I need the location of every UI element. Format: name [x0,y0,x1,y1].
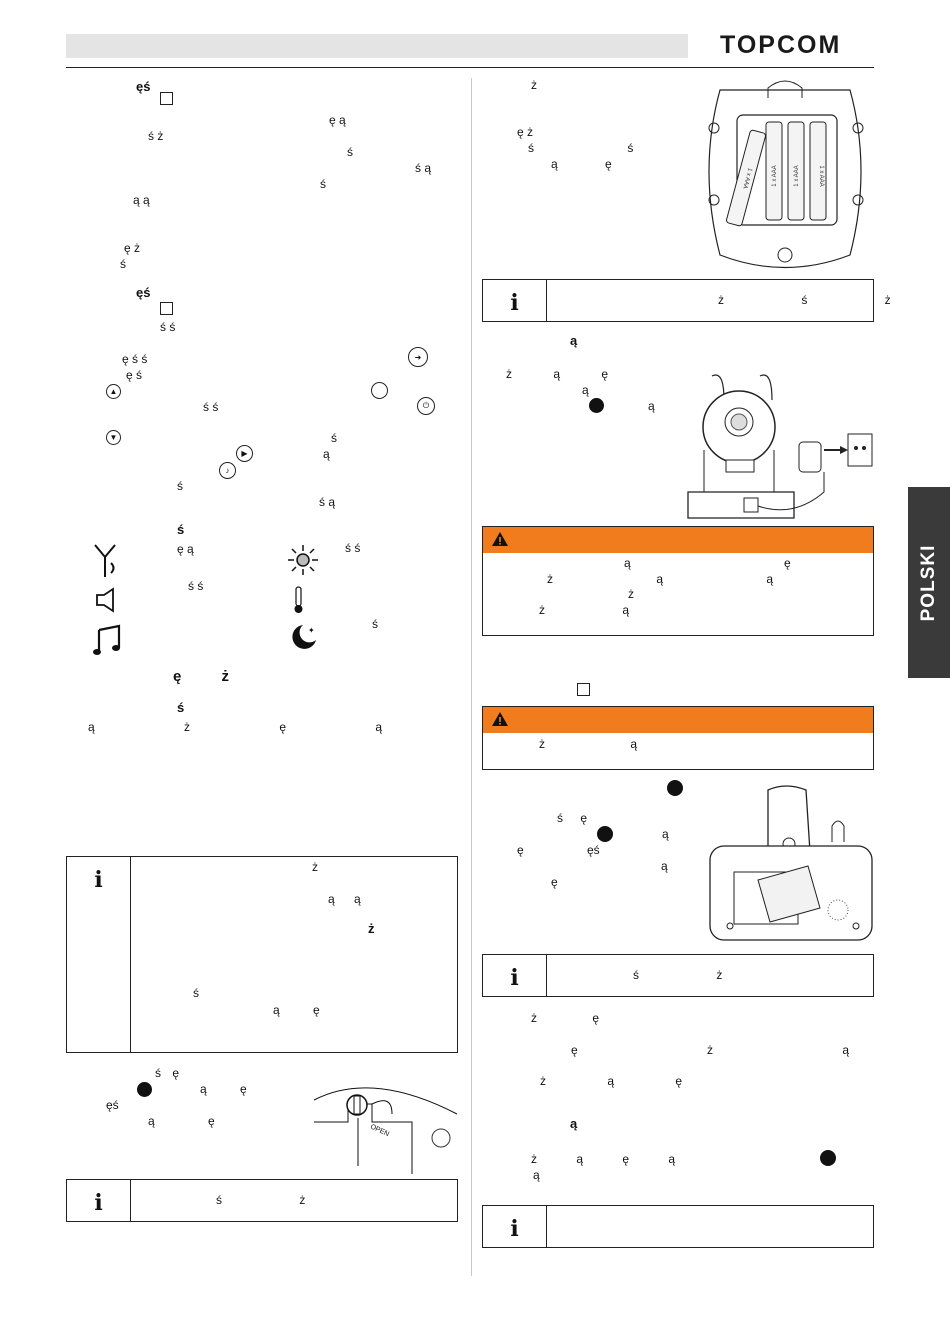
block2-line: ę ż [124,241,141,255]
block3-heading: ęś [136,285,151,300]
antenna-signal-icon [92,543,122,579]
thermometer-icon [292,586,306,614]
charging-line: ż ę [531,1011,600,1025]
block1-line: ś ą [415,161,432,175]
block3-line: ś [177,479,183,493]
enter-arrow-icon: ➜ [408,347,428,367]
sun-brightness-icon [288,544,318,576]
svg-text:1 x AAA: 1 x AAA [794,165,800,187]
blank-circle-icon [371,382,388,399]
parent-line: ś ę [557,811,588,825]
warning-band [483,707,873,733]
battery-open-line: ęś [106,1098,119,1112]
info-box-line: ż [368,921,375,936]
block1-line: ę ą [329,113,346,127]
charging-line: ż ą ę ą [531,1152,676,1166]
svg-text:1 x AAA: 1 x AAA [741,167,753,190]
block3-line: ś ą [319,495,336,509]
block1-line: ś [347,145,353,159]
warning-line: ż [628,587,634,601]
info-icon: i [67,1180,131,1221]
checkbox-square [160,92,173,105]
block3-line: ę ś ś [122,352,148,366]
battery-lock-illustration [312,1074,462,1178]
open-label: OPEN [369,1123,391,1139]
charging-heading: ą [570,1116,578,1131]
battery-open-line: ą ę [148,1114,215,1128]
language-tab-label: POLSKI [918,544,939,621]
icon-table-heading: ś [177,522,185,537]
adapter-heading: ą [570,333,578,348]
block2-line: ś [120,257,126,271]
block3-line: ę ś [126,368,143,382]
info-icon: i [483,280,547,321]
parent-unit-battery-illustration [706,786,874,944]
info-box-line: ą ą [328,892,361,906]
column-divider [471,78,472,1276]
language-tab [908,487,950,678]
warning-icon [491,531,509,547]
info-icon: i [483,1206,547,1247]
battery-open-line: ą ę [200,1082,247,1096]
block1-line: ś [320,177,326,191]
svg-text:1 x AAA: 1 x AAA [772,165,778,187]
info-box-line: ś [193,986,199,1000]
parent-line: ą [662,827,669,841]
step1-line: ą ę [551,157,612,171]
play-icon: ▶ [236,445,253,462]
step1-line: ę ż [517,125,534,139]
checkbox-square [577,683,590,696]
battery-open-line: ś ę [155,1066,180,1080]
info-box [482,1205,874,1248]
parent-line: ą [661,859,668,873]
section2-line: ą ż ę ą [88,720,383,734]
step-dot-icon [137,1082,152,1097]
block3-line: ś ś [160,320,176,334]
step-dot-icon [589,398,604,413]
icon-table-text: ś ś [345,541,361,555]
block3-line: ą [323,447,330,461]
step-dot-icon [597,826,613,842]
block3-line: ś [331,431,337,445]
step-dot-icon [667,780,683,796]
down-arrow-icon: ▼ [106,430,121,445]
info-box-line: ś ż [633,968,723,982]
info-box-line: ż ś ż [718,293,891,307]
header-rule [66,67,874,68]
info-box-line: ś ż [216,1193,306,1207]
info-box-line: ą ę [273,1003,320,1017]
header-bar [66,34,688,58]
info-box [66,856,458,1053]
music-note-icon [93,622,123,656]
icon-table-text: ś ś [188,579,204,593]
warning-line: ż ą ą [547,572,774,586]
parent-line: ę ęś [517,843,600,857]
speaker-icon [95,587,119,613]
block1-heading: ęś [136,79,151,94]
battery-compartment-illustration [700,80,870,274]
block1-line: ś ż [148,129,164,143]
charging-line: ę ż ą [571,1043,850,1057]
step1-line: ś ś [528,141,634,155]
adapter-line: ą [582,383,589,397]
up-arrow-icon: ▲ [106,384,121,399]
svg-text:1 x AAA: 1 x AAA [818,165,824,187]
brand-logo: TOPCOM [720,31,842,59]
charging-line: ż ą ę [540,1074,683,1088]
block3-line: ś ś [203,400,219,414]
step1-line: ż [531,78,537,92]
section2-subheading: ś [177,700,185,715]
checkbox-square [160,302,173,315]
info-icon: i [483,955,547,996]
icon-table-text: ę ą [177,542,194,556]
adapter-line: ą [648,399,655,413]
warning-line: ą ę [624,556,791,570]
info-icon: i [67,857,131,1052]
svg-text:✦: ✦ [308,626,315,635]
charging-line: ą [533,1168,540,1182]
warning-icon [491,711,509,727]
section2-heading: ę ż [173,668,230,685]
warning-line: ż ą [539,603,630,617]
parent-line: ę [551,875,558,889]
step-dot-icon [820,1150,836,1166]
icon-table-text: ś [372,617,378,631]
adapter-line: ż ą ę [506,367,609,381]
camera-adapter-illustration [684,372,874,522]
lullaby-note-icon: ♪ [219,462,236,479]
block1-line: ą ą [133,193,150,207]
warning-line: ż ą [539,737,638,751]
night-moon-icon [289,622,319,652]
warning-band [483,527,873,553]
info-box-line: ż [312,860,318,874]
power-icon: ⏻ [417,397,435,415]
